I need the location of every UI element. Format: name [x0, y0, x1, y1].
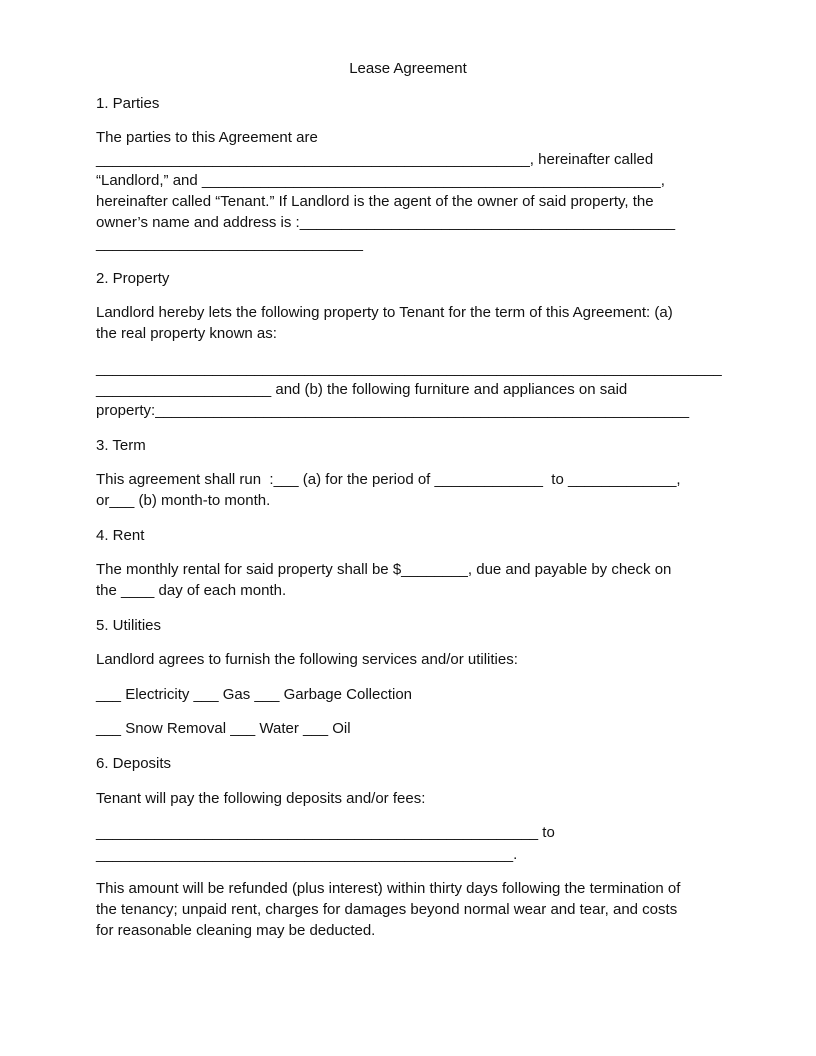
rent-line: The monthly rental for said property shall be $________, due and payable by check on	[96, 561, 672, 578]
refund-paragraph: the tenancy; unpaid rent, charges for damages beyond normal wear and tear, and costs	[96, 901, 678, 918]
section-heading-term: 3. Term	[96, 437, 146, 454]
refund-paragraph: for reasonable cleaning may be deducted.	[96, 922, 376, 939]
utilities-options: ___ Snow Removal ___ Water ___ Oil	[96, 720, 351, 737]
property-line: _____________________ and (b) the following furniture and appliances on said	[96, 381, 628, 398]
refund-paragraph: This amount will be refunded (plus interest) within thirty days following the termination of	[96, 880, 681, 897]
section-heading-deposits: 6. Deposits	[96, 755, 172, 772]
utilities-options: ___ Electricity ___ Gas ___ Garbage Collection	[96, 686, 413, 703]
deposits-line: Tenant will pay the following deposits and/or fees:	[96, 790, 426, 807]
landlord-name-blank: ____________________________________________________, hereinafter called	[96, 151, 654, 168]
rent-line: the ____ day of each month.	[96, 582, 287, 599]
owner-address-blank: ________________________________	[96, 235, 363, 252]
document-title: Lease Agreement	[349, 60, 467, 77]
property-line: the real property known as:	[96, 325, 277, 342]
property-line: Landlord hereby lets the following property to Tenant for the term of this Agreement: (a)	[96, 304, 673, 321]
deposit-amount-blank: _____________________________________________________ to	[96, 824, 555, 841]
parties-line: The parties to this Agreement are	[96, 129, 318, 146]
tenant-name-blank: “Landlord,” and _______________________________________________________,	[96, 172, 665, 189]
deposit-recipient-blank: __________________________________________________.	[96, 846, 518, 863]
owner-address-blank: owner’s name and address is :_____________________________________________	[96, 214, 676, 231]
section-heading-utilities: 5. Utilities	[96, 617, 162, 634]
utilities-line: Landlord agrees to furnish the following services and/or utilities:	[96, 651, 518, 668]
section-heading-rent: 4. Rent	[96, 527, 145, 544]
term-line: or___ (b) month-to month.	[96, 492, 271, 509]
section-heading-parties: 1. Parties	[96, 95, 160, 112]
term-line: This agreement shall run :___ (a) for the period of _____________ to _____________,	[96, 471, 681, 488]
property-address-blank: ___________________________________________________________________________	[96, 360, 722, 377]
section-heading-property: 2. Property	[96, 270, 170, 287]
parties-line: hereinafter called “Tenant.” If Landlord is the agent of the owner of said property, the	[96, 193, 654, 210]
furniture-blank: property:________________________________________________________________	[96, 402, 690, 419]
